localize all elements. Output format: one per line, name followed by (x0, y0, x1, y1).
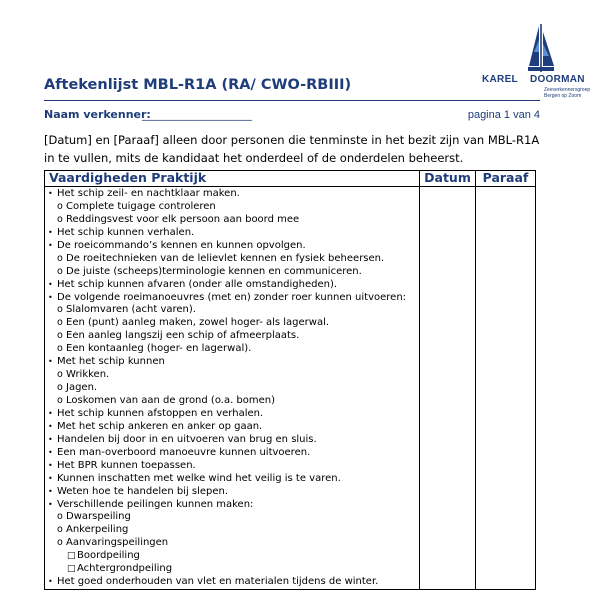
list-item (45, 550, 419, 563)
list-item (45, 369, 419, 382)
list-marker: o (57, 395, 63, 406)
list-item (45, 473, 419, 486)
initials-cell[interactable] (476, 187, 536, 590)
header-date: Datum (420, 171, 476, 187)
list-marker: o (57, 200, 63, 212)
list-item (45, 563, 419, 576)
list-item-text: Een (punt) aanleg maken, zowel hoger- als lagerwal. (66, 317, 330, 329)
logo-subtitle (544, 87, 590, 99)
list-item (45, 266, 419, 279)
list-marker: • (48, 473, 53, 483)
list-item-text: Het schip kunnen verhalen. (57, 226, 195, 238)
list-marker: • (48, 279, 53, 289)
logo-subtitle-line2: Bergen op Zoom (544, 93, 582, 99)
list-item-text: Verschillende peilingen kunnen maken: (57, 498, 254, 510)
sailboat-logo-icon (526, 22, 556, 74)
logo-name-part2: DOORMAN (529, 74, 585, 85)
list-marker: • (48, 189, 53, 198)
list-item (45, 253, 419, 266)
instructions-text: [Datum] en [Paraaf] alleen door personen die tenminste in het bezit zijn van MBL-R1A in te vullen, mits de kandidaat het onderdeel of de onderdelen beheerst. (44, 133, 540, 165)
list-marker: o (57, 330, 63, 342)
list-item (45, 240, 419, 253)
list-marker: • (48, 357, 53, 367)
page-indicator: pagina 1 van 4 (467, 109, 540, 121)
list-item (45, 499, 419, 512)
list-item (45, 408, 419, 421)
list-item (45, 421, 419, 434)
table-header-row (45, 171, 536, 187)
list-marker: o (57, 537, 63, 549)
list-marker: o (57, 511, 63, 523)
list-item-text: Jagen. (66, 382, 98, 394)
list-marker: o (57, 317, 63, 329)
list-item-text: Handelen bij door in en uitvoeren van brug en sluis. (57, 433, 317, 445)
logo-wordmark (482, 74, 600, 85)
document-title: Aftekenlijst MBL-R1A (RA/ CWO-RBIII) (44, 77, 352, 93)
list-item (45, 317, 419, 330)
list-item-text: Wrikken. (66, 369, 110, 381)
list-item (45, 460, 419, 473)
list-marker: • (48, 486, 53, 496)
header-skills: Vaardigheden Praktijk (45, 171, 420, 187)
scout-name-label: Naam verkenner: (44, 108, 151, 121)
list-item (45, 486, 419, 499)
list-marker: o (57, 304, 63, 316)
logo-name-part1: KAREL (482, 74, 518, 85)
list-item (45, 524, 419, 537)
list-marker: • (48, 408, 53, 418)
title-divider (44, 100, 540, 101)
date-cell[interactable] (420, 187, 476, 590)
list-marker: □ (67, 551, 76, 562)
list-item-text: De volgende roeimanoeuvres (met en) zonder roer kunnen uitvoeren: (57, 291, 407, 303)
list-item (45, 511, 419, 524)
list-item (45, 292, 419, 305)
list-item-text: Het schip zeil- en nachtklaar maken. (57, 188, 240, 199)
logo-subtitle-line1: Zeeverkennersgroep (544, 87, 591, 93)
list-item-text: Loskomen van aan de grond (o.a. bomen) (66, 395, 276, 406)
list-item (45, 343, 419, 356)
list-item-text: Een man-overboord manoeuvre kunnen uitvoeren. (57, 446, 311, 458)
list-marker: o (57, 252, 63, 264)
list-item (45, 214, 419, 227)
list-marker: o (57, 343, 63, 355)
list-item (45, 395, 419, 408)
list-item (45, 576, 419, 589)
list-item-text: Aanvaringspeilingen (66, 537, 169, 549)
list-item (45, 447, 419, 460)
list-marker: □ (67, 564, 76, 575)
list-item (45, 356, 419, 369)
list-item-text: Weten hoe te handelen bij slepen. (57, 485, 229, 497)
list-marker: o (57, 265, 63, 277)
list-marker: o (57, 382, 63, 394)
list-marker: • (48, 447, 53, 457)
list-item-text: Kunnen inschatten met welke wind het veilig is te varen. (57, 472, 341, 484)
list-item (45, 330, 419, 343)
list-item-text: Reddingsvest voor elk persoon aan boord mee (66, 213, 300, 225)
table-body-row (45, 187, 536, 590)
skills-list (45, 187, 419, 589)
list-item-text: Met het schip ankeren en anker op gaan. (57, 420, 263, 432)
list-item-text: Ankerpeiling (66, 524, 129, 536)
list-item-text: Het goed onderhouden van vlet en materialen tijdens de winter. (57, 576, 379, 588)
list-item-text: Het BPR kunnen toepassen. (57, 459, 196, 471)
list-item (45, 537, 419, 550)
list-marker: o (57, 213, 63, 225)
list-marker: • (48, 434, 53, 444)
list-item-text: Dwarspeiling (66, 511, 131, 523)
list-marker: • (48, 577, 53, 587)
list-marker: • (48, 292, 53, 302)
list-item (45, 382, 419, 395)
list-item (45, 279, 419, 292)
list-marker: • (48, 240, 53, 250)
logo (482, 22, 600, 100)
list-item-text: Complete tuigage controleren (66, 200, 216, 212)
skills-cell (45, 187, 420, 590)
list-marker: o (57, 369, 63, 381)
list-item-text: De roeitechnieken van de lelievlet kennen en fysiek beheersen. (66, 252, 385, 264)
list-item (45, 188, 419, 201)
list-marker: o (57, 524, 63, 536)
list-item (45, 434, 419, 447)
list-item-text: Een kontaanleg (hoger- en lagerwal). (66, 343, 252, 355)
list-marker: • (48, 227, 53, 237)
list-item (45, 227, 419, 240)
list-item (45, 304, 419, 317)
list-item-text: Het schip kunnen afvaren (onder alle omstandigheden). (57, 278, 338, 290)
list-item-text: Achtergrondpeiling (77, 563, 173, 575)
list-marker: • (48, 460, 53, 470)
list-item-text: De juiste (scheeps)terminologie kennen en communiceren. (66, 265, 362, 277)
list-item-text: Boordpeiling (77, 550, 140, 562)
list-item-text: Een aanleg langszij een schip of afmeerplaats. (66, 330, 300, 342)
list-item-text: Met het schip kunnen (57, 356, 165, 368)
list-item-text: De roeicommando’s kennen en kunnen opvolgen. (57, 239, 306, 251)
list-marker: • (48, 499, 53, 509)
list-marker: • (48, 421, 53, 431)
scout-name-line: ____________________ (142, 108, 252, 121)
list-item-text: Slalomvaren (acht varen). (66, 304, 196, 316)
list-item-text: Het schip kunnen afstoppen en verhalen. (57, 407, 264, 419)
meta-row (44, 108, 540, 124)
checklist-table (44, 170, 536, 590)
list-item (45, 201, 419, 214)
header-initials: Paraaf (476, 171, 536, 187)
